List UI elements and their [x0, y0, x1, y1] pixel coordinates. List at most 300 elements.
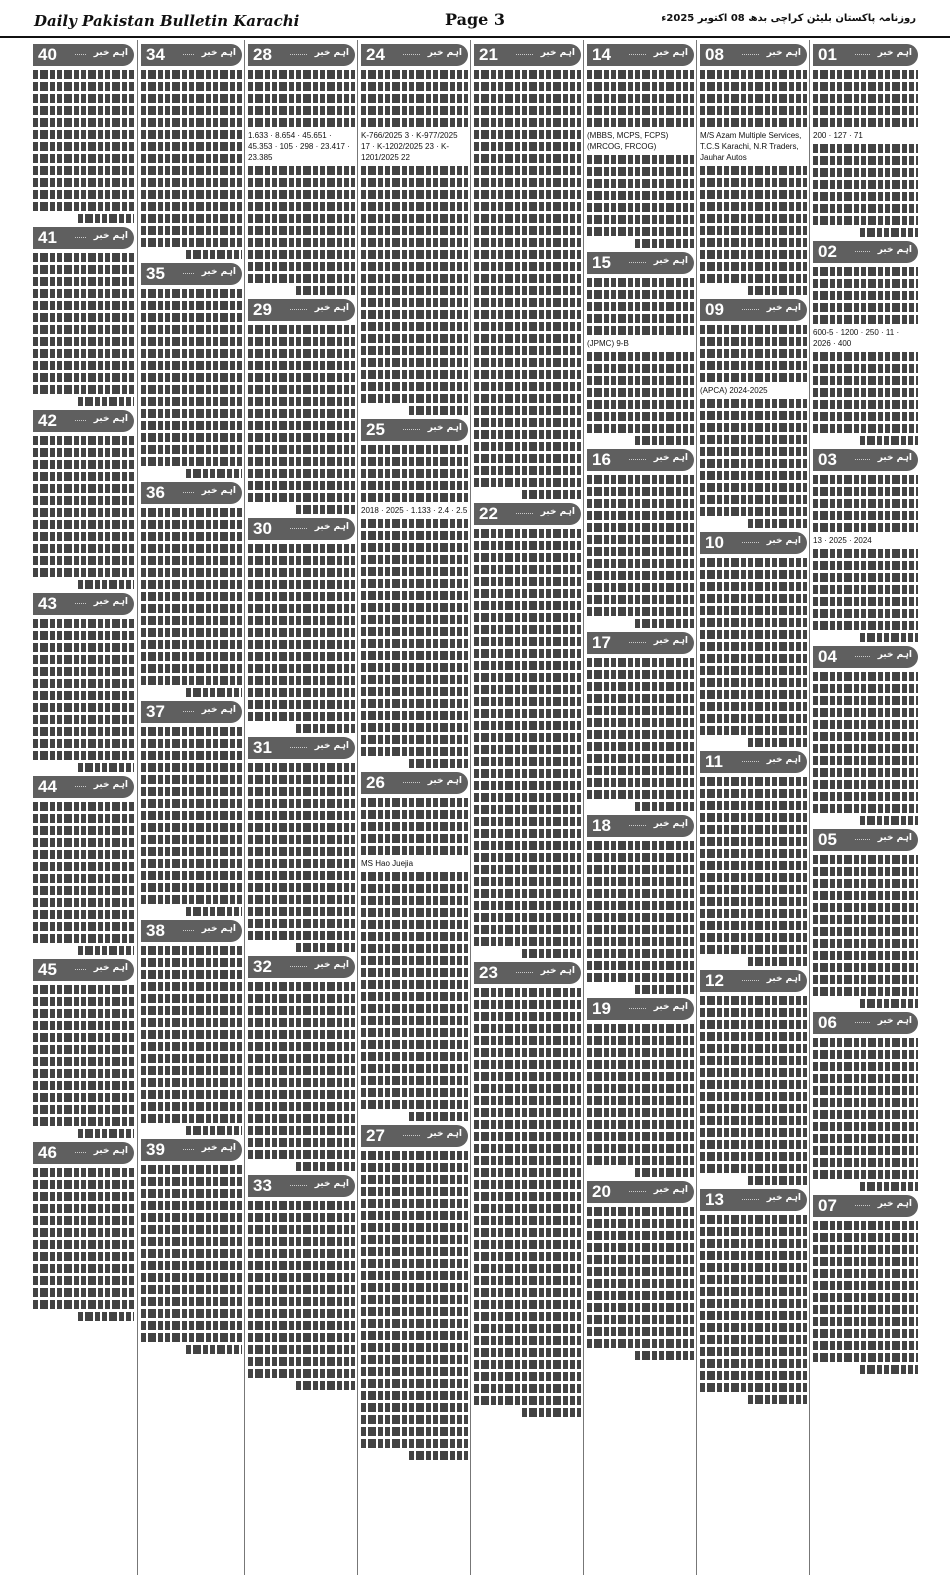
text-line: [700, 678, 807, 687]
notice-badge: [587, 815, 694, 837]
text-line: [474, 805, 581, 814]
text-line: [361, 322, 468, 331]
text-line: [813, 1062, 918, 1071]
text-line: [141, 859, 242, 868]
text-line: [141, 727, 242, 736]
text-line: [813, 1074, 918, 1083]
text-line: [33, 1168, 134, 1177]
text-line: [700, 1140, 807, 1149]
text-line: [141, 1018, 242, 1027]
text-line: [141, 1030, 242, 1039]
text-line: [474, 334, 581, 343]
text-line: [474, 1024, 581, 1033]
text-line: [474, 418, 581, 427]
text-line: [141, 739, 242, 748]
text-line: [813, 315, 918, 324]
text-line: [361, 1439, 468, 1448]
text-line: [587, 1231, 694, 1240]
text-line: [700, 1263, 807, 1272]
arrow-decoration-icon: [290, 528, 307, 529]
text-line: [700, 666, 807, 675]
latin-snippet: 13 · 2025 · 2024: [813, 536, 872, 545]
notice-number: 03: [818, 450, 837, 469]
text-line: [474, 577, 581, 586]
notice-badge: [474, 44, 581, 66]
text-line: [813, 523, 918, 532]
text-line: [813, 70, 918, 79]
text-line: [361, 810, 468, 819]
text-line: [248, 1237, 355, 1246]
text-line: [141, 1213, 242, 1222]
arrow-decoration-icon: [75, 420, 86, 421]
notice-label: اہم خبر: [877, 1016, 912, 1026]
text-line: [474, 190, 581, 199]
notice-number: 45: [38, 960, 57, 979]
text-line: [700, 570, 807, 579]
text-line: [813, 1158, 918, 1167]
text-line: [700, 238, 807, 247]
text-line: [474, 442, 581, 451]
text-line: [587, 1024, 694, 1033]
text-line: [474, 988, 581, 997]
text-line: [296, 1162, 355, 1171]
text-line: [33, 508, 134, 517]
text-line: [700, 702, 807, 711]
notice-number: 34: [146, 45, 165, 64]
text-line: [141, 70, 242, 79]
text-line: [587, 1339, 694, 1348]
text-line: [361, 591, 468, 600]
notice-number: 22: [479, 504, 498, 523]
text-line: [361, 531, 468, 540]
text-line: [474, 466, 581, 475]
text-line: [587, 1291, 694, 1300]
text-line: [361, 822, 468, 831]
text-line: [141, 775, 242, 784]
text-line: [700, 1335, 807, 1344]
text-line: [813, 1329, 918, 1338]
text-line: [474, 673, 581, 682]
text-line: [248, 712, 355, 721]
text-line: [141, 982, 242, 991]
text-line: [141, 385, 242, 394]
text-line: [700, 789, 807, 798]
text-line: [587, 1144, 694, 1153]
text-line: [248, 202, 355, 211]
notice-number: 46: [38, 1143, 57, 1162]
notice-badge: [587, 1181, 694, 1203]
text-line: [813, 708, 918, 717]
text-line: [361, 896, 468, 905]
text-line: [141, 994, 242, 1003]
text-line: [248, 457, 355, 466]
text-line: [141, 202, 242, 211]
text-line: [33, 313, 134, 322]
text-line: [813, 621, 918, 630]
text-line: [474, 130, 581, 139]
arrow-decoration-icon: [290, 1185, 307, 1186]
text-line: [474, 1324, 581, 1333]
text-line: [248, 433, 355, 442]
text-line: [813, 364, 918, 373]
text-line: [248, 1261, 355, 1270]
text-line: [587, 1036, 694, 1045]
text-line: [813, 388, 918, 397]
text-line: [361, 908, 468, 917]
text-line: [141, 640, 242, 649]
text-line: [587, 658, 694, 667]
text-line: [361, 262, 468, 271]
text-line: [748, 1176, 807, 1185]
arrow-decoration-icon: [183, 711, 194, 712]
text-line: [748, 957, 807, 966]
notice-label: اہم خبر: [93, 231, 128, 241]
arrow-decoration-icon: [403, 782, 420, 783]
text-line: [587, 424, 694, 433]
latin-snippet: 600-5 · 1200 · 250 · 11 · 2026 · 400: [813, 328, 900, 348]
text-line: [141, 1177, 242, 1186]
text-line: [813, 915, 918, 924]
text-line: [141, 433, 242, 442]
news-column: [244, 40, 358, 1575]
text-line: [141, 799, 242, 808]
text-line: [141, 1333, 242, 1342]
text-line: [813, 1269, 918, 1278]
text-line: [248, 1150, 355, 1159]
notice-label: اہم خبر: [93, 414, 128, 424]
text-line: [700, 447, 807, 456]
text-line: [361, 370, 468, 379]
notice-label: اہم خبر: [766, 974, 801, 984]
text-line: [248, 1030, 355, 1039]
text-line: [248, 1321, 355, 1330]
text-line: [361, 543, 468, 552]
arrow-decoration-icon: [742, 980, 759, 981]
notice-label: اہم خبر: [653, 1002, 688, 1012]
notice-number: 35: [146, 264, 165, 283]
notice-number: 41: [38, 228, 57, 247]
text-line: [141, 1090, 242, 1099]
notice-label: اہم خبر: [653, 453, 688, 463]
text-line: [474, 853, 581, 862]
text-line: [700, 399, 807, 408]
text-line: [248, 982, 355, 991]
text-line: [813, 216, 918, 225]
text-line: [700, 594, 807, 603]
text-line: [587, 1132, 694, 1141]
text-line: [813, 1245, 918, 1254]
notice-number: 19: [592, 999, 611, 1018]
notice-number: 20: [592, 1182, 611, 1201]
text-line: [587, 949, 694, 958]
text-line: [474, 262, 581, 271]
text-line: [361, 445, 468, 454]
text-line: [361, 334, 468, 343]
text-line: [248, 640, 355, 649]
text-line: [813, 597, 918, 606]
text-line: [141, 397, 242, 406]
text-line: [700, 1164, 807, 1173]
text-line: [409, 406, 468, 415]
text-line: [813, 573, 918, 582]
text-line: [248, 688, 355, 697]
text-line: [361, 1259, 468, 1268]
text-line: [587, 302, 694, 311]
text-line: [700, 70, 807, 79]
text-line: [248, 1249, 355, 1258]
text-line: [474, 1396, 581, 1405]
text-line: [361, 980, 468, 989]
text-line: [813, 951, 918, 960]
text-line: [860, 816, 918, 825]
text-line: [361, 166, 468, 175]
text-line: [474, 913, 581, 922]
text-line: [141, 652, 242, 661]
text-line: [361, 1088, 468, 1097]
text-line: [141, 508, 242, 517]
text-line: [296, 505, 355, 514]
text-line: [361, 250, 468, 259]
text-line: [248, 835, 355, 844]
text-line: [474, 937, 581, 946]
text-line: [248, 1078, 355, 1087]
notice-label: اہم خبر: [93, 780, 128, 790]
text-line: [361, 493, 468, 502]
text-line: [141, 946, 242, 955]
notice-badge: [141, 1139, 242, 1161]
text-line: [33, 436, 134, 445]
arrow-decoration-icon: [75, 1152, 86, 1153]
text-line: [474, 709, 581, 718]
text-line: [361, 274, 468, 283]
text-line: [474, 430, 581, 439]
text-line: [248, 1309, 355, 1318]
text-line: [141, 787, 242, 796]
text-line: [813, 106, 918, 115]
text-line: [248, 349, 355, 358]
text-line: [33, 472, 134, 481]
text-line: [813, 1257, 918, 1266]
notice-badge: [813, 829, 918, 851]
text-line: [474, 1240, 581, 1249]
text-line: [33, 94, 134, 103]
notice-number: 06: [818, 1013, 837, 1032]
text-line: [587, 925, 694, 934]
notice-label: اہم خبر: [314, 48, 349, 58]
text-line: [33, 1009, 134, 1018]
text-line: [248, 250, 355, 259]
text-line: [186, 250, 242, 259]
text-line: [33, 1069, 134, 1078]
text-line: [361, 651, 468, 660]
text-line: [33, 814, 134, 823]
text-line: [141, 676, 242, 685]
text-line: [474, 286, 581, 295]
text-line: [33, 544, 134, 553]
notice-badge: [33, 227, 134, 249]
text-line: [474, 1144, 581, 1153]
news-column: [809, 40, 921, 1575]
text-line: [587, 191, 694, 200]
text-line: [186, 907, 242, 916]
text-line: [361, 579, 468, 588]
text-line: [248, 1225, 355, 1234]
text-line: [248, 178, 355, 187]
notice-label: اہم خبر: [653, 256, 688, 266]
text-line: [33, 838, 134, 847]
notice-number: 30: [253, 519, 272, 538]
text-line: [361, 1076, 468, 1085]
text-line: [474, 625, 581, 634]
text-line: [700, 1275, 807, 1284]
text-line: [474, 769, 581, 778]
notice-badge: [248, 518, 355, 540]
text-line: [361, 1187, 468, 1196]
text-line: [587, 1279, 694, 1288]
text-line: [361, 567, 468, 576]
text-line: [361, 992, 468, 1001]
text-line: [361, 968, 468, 977]
text-line: [361, 226, 468, 235]
text-line: [33, 1276, 134, 1285]
text-line: [141, 811, 242, 820]
text-line: [587, 82, 694, 91]
text-line: [587, 778, 694, 787]
arrow-decoration-icon: [75, 237, 86, 238]
arrow-decoration-icon: [75, 54, 86, 55]
text-line: [813, 82, 918, 91]
text-line: [813, 609, 918, 618]
text-line: [587, 1267, 694, 1276]
text-line: [813, 1293, 918, 1302]
text-line: [587, 364, 694, 373]
text-line: [141, 349, 242, 358]
text-line: [361, 639, 468, 648]
text-line: [141, 238, 242, 247]
arrow-decoration-icon: [290, 54, 307, 55]
text-line: [33, 1264, 134, 1273]
arrow-decoration-icon: [183, 1149, 194, 1150]
text-line: [700, 435, 807, 444]
text-line: [813, 487, 918, 496]
text-line: [813, 303, 918, 312]
text-line: [587, 511, 694, 520]
text-line: [587, 1084, 694, 1093]
text-line: [361, 1016, 468, 1025]
text-line: [33, 325, 134, 334]
text-line: [813, 756, 918, 765]
text-line: [248, 994, 355, 1003]
text-line: [860, 228, 918, 237]
text-line: [186, 469, 242, 478]
text-line: [700, 118, 807, 127]
text-line: [587, 94, 694, 103]
text-line: [700, 1287, 807, 1296]
text-line: [141, 520, 242, 529]
text-line: [248, 1357, 355, 1366]
text-line: [361, 1403, 468, 1412]
text-line: [33, 850, 134, 859]
text-line: [361, 932, 468, 941]
text-line: [248, 1066, 355, 1075]
text-line: [587, 694, 694, 703]
text-line: [361, 1331, 468, 1340]
arrow-decoration-icon: [403, 429, 420, 430]
news-column: [696, 40, 810, 1575]
notice-label: اہم خبر: [766, 303, 801, 313]
notice-label: اہم خبر: [201, 705, 236, 715]
notice-badge: [141, 482, 242, 504]
text-line: [700, 325, 807, 334]
text-line: [635, 985, 694, 994]
text-line: [474, 1312, 581, 1321]
text-line: [141, 118, 242, 127]
text-line: [33, 520, 134, 529]
text-line: [186, 1345, 242, 1354]
text-line: [248, 871, 355, 880]
text-line: [813, 927, 918, 936]
text-line: [141, 1225, 242, 1234]
text-line: [361, 920, 468, 929]
text-line: [141, 592, 242, 601]
text-line: [141, 751, 242, 760]
text-line: [248, 628, 355, 637]
text-line: [33, 154, 134, 163]
text-line: [141, 895, 242, 904]
text-line: [361, 1040, 468, 1049]
text-line: [361, 699, 468, 708]
text-line: [587, 961, 694, 970]
arrow-decoration-icon: [855, 656, 870, 657]
text-line: [700, 190, 807, 199]
text-line: [474, 166, 581, 175]
text-line: [587, 1255, 694, 1264]
text-line: [141, 664, 242, 673]
text-line: [587, 535, 694, 544]
text-line: [361, 1415, 468, 1424]
arrow-decoration-icon: [855, 459, 870, 460]
latin-snippet: 2018 · 2025 · 1.133 · 2.4 · 2.5: [361, 506, 468, 515]
text-line: [813, 279, 918, 288]
text-line: [700, 1104, 807, 1113]
text-line: [361, 872, 468, 881]
text-line: [361, 675, 468, 684]
text-line: [813, 94, 918, 103]
text-line: [700, 1080, 807, 1089]
text-line: [361, 382, 468, 391]
text-line: [813, 499, 918, 508]
text-line: [700, 373, 807, 382]
text-line: [248, 373, 355, 382]
text-line: [141, 178, 242, 187]
text-line: [361, 687, 468, 696]
text-line: [587, 376, 694, 385]
notice-label: اہم خبر: [877, 1199, 912, 1209]
text-line: [361, 1199, 468, 1208]
text-line: [361, 627, 468, 636]
arrow-decoration-icon: [629, 262, 646, 263]
news-column: [470, 40, 584, 1575]
newspaper-title-en: Daily Pakistan Bulletin Karachi: [34, 12, 300, 30]
text-line: [700, 262, 807, 271]
text-line: [78, 1129, 134, 1138]
text-line: [700, 178, 807, 187]
text-line: [361, 1427, 468, 1436]
news-columns: [30, 40, 920, 1575]
text-line: [248, 1006, 355, 1015]
notice-number: 29: [253, 300, 272, 319]
arrow-decoration-icon: [516, 54, 533, 55]
